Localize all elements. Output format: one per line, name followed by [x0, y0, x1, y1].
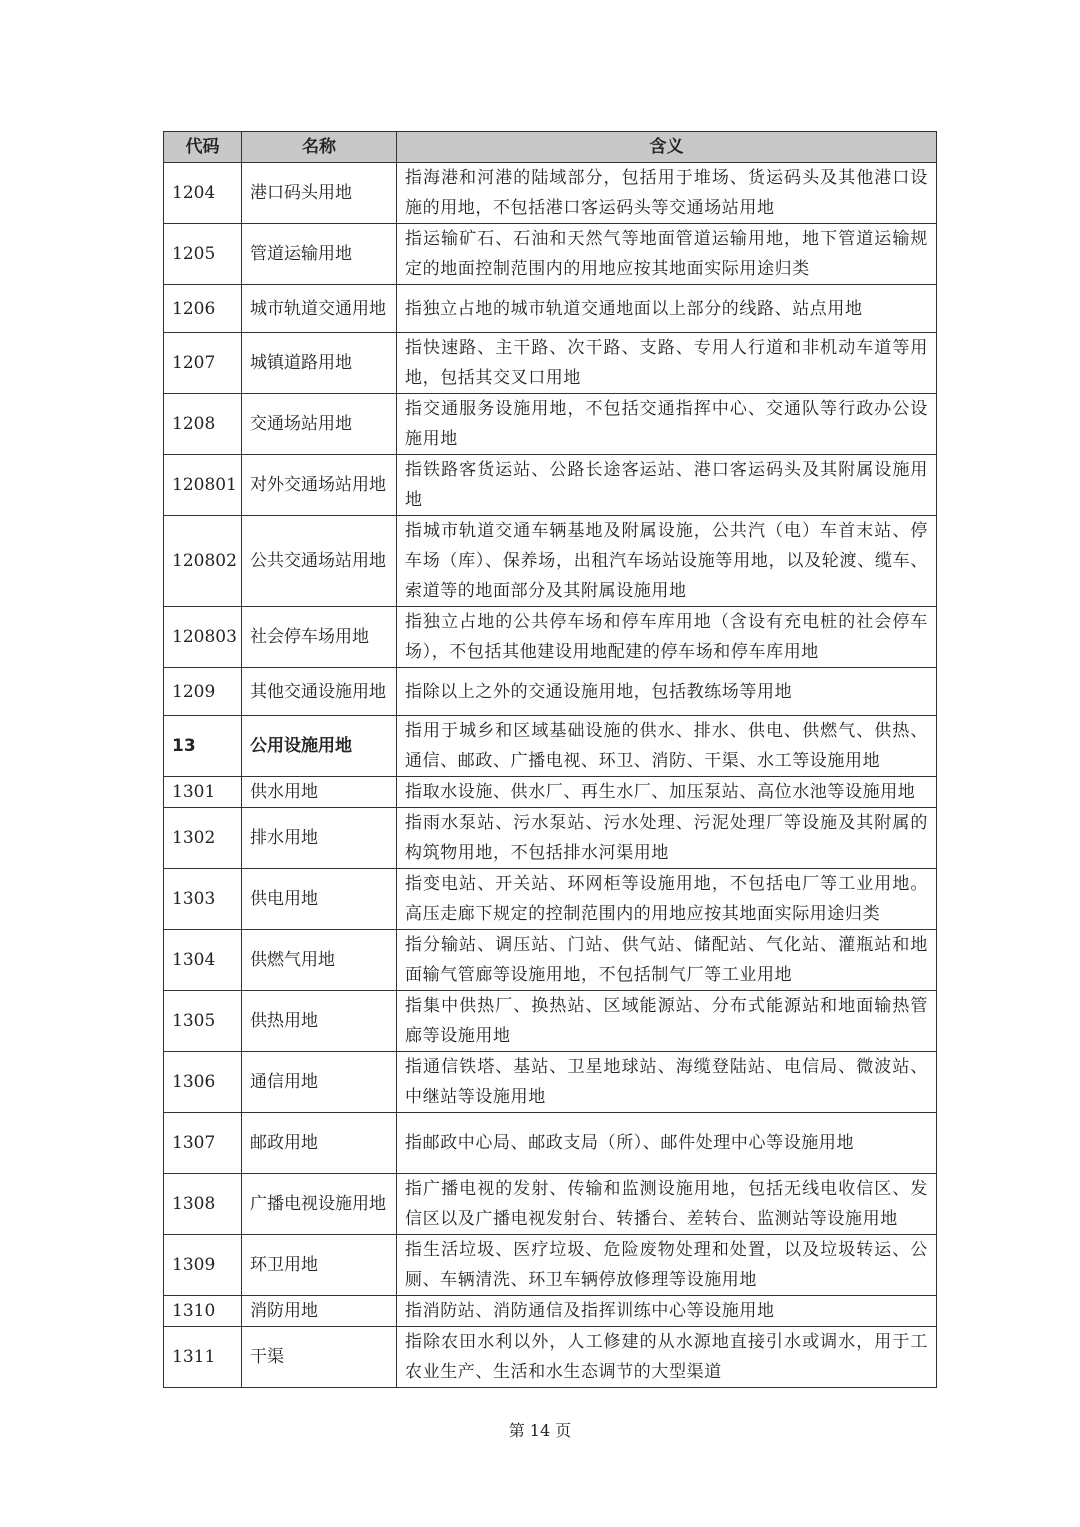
cell-name: 消防用地 [242, 1296, 397, 1327]
cell-code: 120801 [164, 455, 242, 516]
cell-name: 供电用地 [242, 869, 397, 930]
cell-name: 供热用地 [242, 991, 397, 1052]
cell-name: 干渠 [242, 1327, 397, 1388]
cell-meaning: 指雨水泵站、污水泵站、污水处理、污泥处理厂等设施及其附属的构筑物用地，不包括排水河渠用地 [397, 808, 937, 869]
cell-name: 对外交通场站用地 [242, 455, 397, 516]
table-row [164, 516, 937, 607]
table-row [164, 455, 937, 516]
cell-name: 排水用地 [242, 808, 397, 869]
cell-code: 1308 [164, 1174, 242, 1235]
cell-name: 供燃气用地 [242, 930, 397, 991]
table-row [164, 1174, 937, 1235]
cell-code: 1205 [164, 224, 242, 285]
cell-meaning: 指分输站、调压站、门站、供气站、储配站、气化站、灌瓶站和地面输气管廊等设施用地，不包括制气厂等工业用地 [397, 930, 937, 991]
cell-meaning: 指快速路、主干路、次干路、支路、专用人行道和非机动车道等用地，包括其交叉口用地 [397, 333, 937, 394]
cell-meaning: 指生活垃圾、医疗垃圾、危险废物处理和处置，以及垃圾转运、公厕、车辆清洗、环卫车辆停放修理等设施用地 [397, 1235, 937, 1296]
table-row [164, 1235, 937, 1296]
page-number: 第 14 页 [508, 1421, 572, 1440]
cell-code: 1304 [164, 930, 242, 991]
table-row [164, 394, 937, 455]
cell-meaning: 指独立占地的公共停车场和停车库用地（含设有充电桩的社会停车场），不包括其他建设用地配建的停车场和停车库用地 [397, 607, 937, 668]
table-header-row [164, 132, 937, 163]
cell-meaning: 指取水设施、供水厂、再生水厂、加压泵站、高位水池等设施用地 [397, 777, 937, 808]
cell-code: 1209 [164, 668, 242, 716]
header-name: 名称 [242, 132, 397, 163]
cell-name: 港口码头用地 [242, 163, 397, 224]
cell-meaning: 指通信铁塔、基站、卫星地球站、海缆登陆站、电信局、微波站、中继站等设施用地 [397, 1052, 937, 1113]
cell-code: 1310 [164, 1296, 242, 1327]
cell-code: 1306 [164, 1052, 242, 1113]
cell-code: 1208 [164, 394, 242, 455]
table-row [164, 1296, 937, 1327]
table-row [164, 1113, 937, 1174]
table-row [164, 607, 937, 668]
table-row [164, 1052, 937, 1113]
cell-name: 交通场站用地 [242, 394, 397, 455]
cell-meaning: 指邮政中心局、邮政支局（所）、邮件处理中心等设施用地 [397, 1113, 937, 1174]
cell-code: 1307 [164, 1113, 242, 1174]
cell-meaning: 指运输矿石、石油和天然气等地面管道运输用地，地下管道运输规定的地面控制范围内的用地应按其地面实际用途归类 [397, 224, 937, 285]
table-row [164, 716, 937, 777]
table-row [164, 285, 937, 333]
cell-code: 120803 [164, 607, 242, 668]
cell-code: 120802 [164, 516, 242, 607]
cell-name: 公用设施用地 [242, 716, 397, 777]
cell-name: 其他交通设施用地 [242, 668, 397, 716]
table-row [164, 333, 937, 394]
cell-name: 环卫用地 [242, 1235, 397, 1296]
cell-code: 1302 [164, 808, 242, 869]
cell-meaning: 指城市轨道交通车辆基地及附属设施，公共汽（电）车首末站、停车场（库）、保养场，出租汽车场站设施等用地，以及轮渡、缆车、索道等的地面部分及其附属设施用地 [397, 516, 937, 607]
header-meaning: 含义 [397, 132, 937, 163]
cell-name: 管道运输用地 [242, 224, 397, 285]
header-code: 代码 [164, 132, 242, 163]
cell-meaning: 指海港和河港的陆域部分，包括用于堆场、货运码头及其他港口设施的用地，不包括港口客运码头等交通场站用地 [397, 163, 937, 224]
cell-name: 城市轨道交通用地 [242, 285, 397, 333]
cell-code: 1204 [164, 163, 242, 224]
table-row [164, 668, 937, 716]
table-body [164, 163, 937, 1388]
cell-name: 通信用地 [242, 1052, 397, 1113]
cell-code: 1301 [164, 777, 242, 808]
cell-code: 1303 [164, 869, 242, 930]
table-row [164, 869, 937, 930]
table-row [164, 777, 937, 808]
cell-name: 邮政用地 [242, 1113, 397, 1174]
cell-name: 社会停车场用地 [242, 607, 397, 668]
cell-meaning: 指铁路客货运站、公路长途客运站、港口客运码头及其附属设施用地 [397, 455, 937, 516]
cell-meaning: 指交通服务设施用地，不包括交通指挥中心、交通队等行政办公设施用地 [397, 394, 937, 455]
cell-name: 公共交通场站用地 [242, 516, 397, 607]
cell-meaning: 指除农田水利以外，人工修建的从水源地直接引水或调水，用于工农业生产、生活和水生态调节的大型渠道 [397, 1327, 937, 1388]
table-row [164, 808, 937, 869]
cell-meaning: 指独立占地的城市轨道交通地面以上部分的线路、站点用地 [397, 285, 937, 333]
cell-code: 1309 [164, 1235, 242, 1296]
table-row [164, 1327, 937, 1388]
cell-meaning: 指集中供热厂、换热站、区域能源站、分布式能源站和地面输热管廊等设施用地 [397, 991, 937, 1052]
cell-name: 城镇道路用地 [242, 333, 397, 394]
land-use-table [163, 131, 937, 1388]
cell-meaning: 指变电站、开关站、环网柜等设施用地，不包括电厂等工业用地。高压走廊下规定的控制范围内的用地应按其地面实际用途归类 [397, 869, 937, 930]
cell-meaning: 指消防站、消防通信及指挥训练中心等设施用地 [397, 1296, 937, 1327]
cell-meaning: 指除以上之外的交通设施用地，包括教练场等用地 [397, 668, 937, 716]
cell-meaning: 指广播电视的发射、传输和监测设施用地，包括无线电收信区、发信区以及广播电视发射台、转播台、差转台、监测站等设施用地 [397, 1174, 937, 1235]
table-row [164, 163, 937, 224]
cell-code: 13 [164, 716, 242, 777]
cell-code: 1311 [164, 1327, 242, 1388]
table-row [164, 224, 937, 285]
cell-name: 广播电视设施用地 [242, 1174, 397, 1235]
cell-code: 1305 [164, 991, 242, 1052]
table-row [164, 991, 937, 1052]
cell-name: 供水用地 [242, 777, 397, 808]
table-row [164, 930, 937, 991]
cell-code: 1207 [164, 333, 242, 394]
cell-code: 1206 [164, 285, 242, 333]
cell-meaning: 指用于城乡和区域基础设施的供水、排水、供电、供燃气、供热、通信、邮政、广播电视、环卫、消防、干渠、水工等设施用地 [397, 716, 937, 777]
